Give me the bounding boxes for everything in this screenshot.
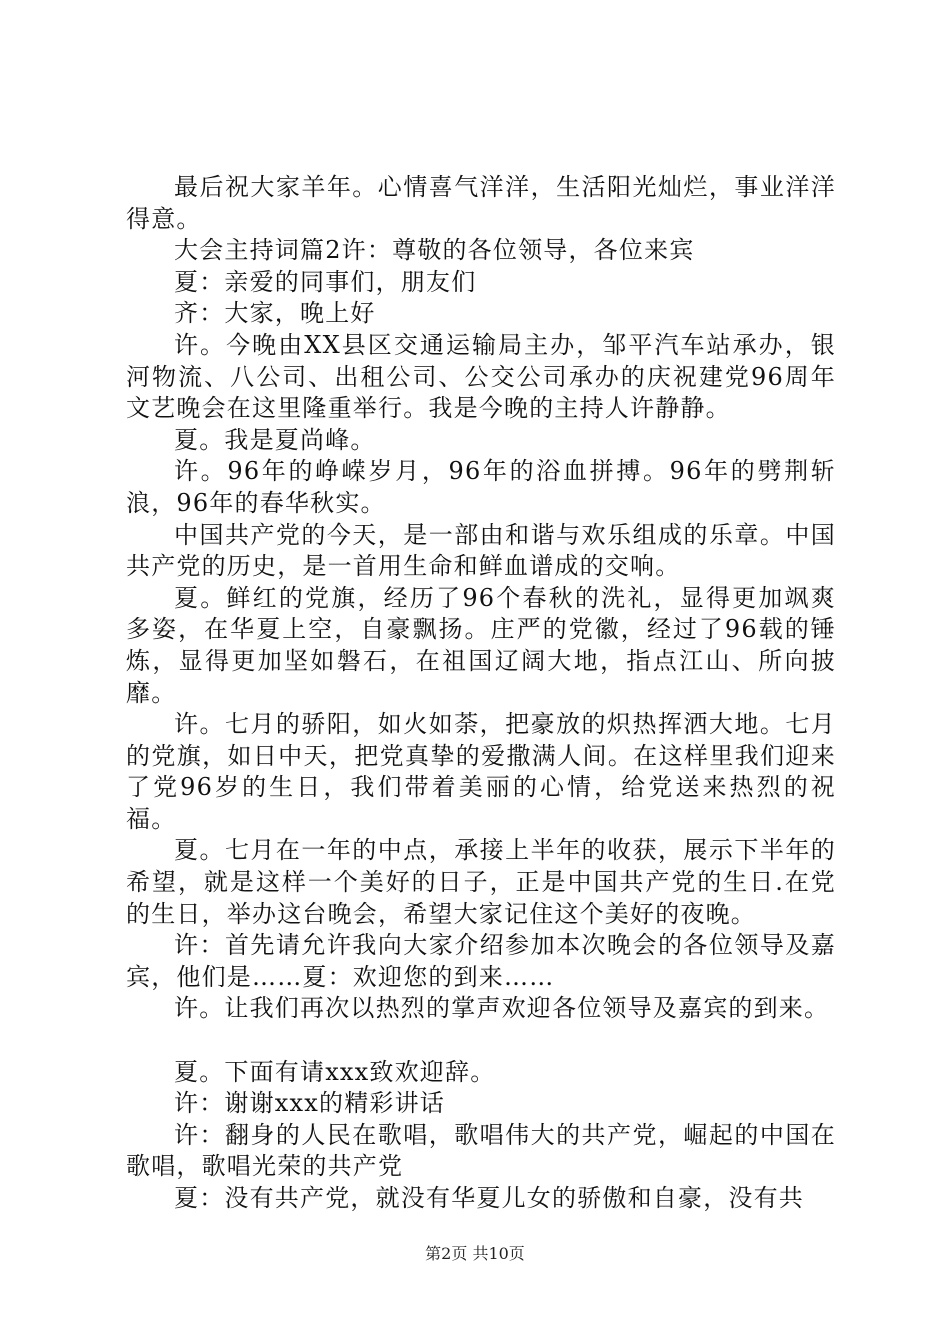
paragraph-host-xia-intro: 夏。我是夏尚峰。 <box>174 425 376 454</box>
document-body <box>126 172 836 1215</box>
paragraph-guests-intro: 许：首先请允许我向大家介绍参加本次晚会的各位领导及嘉宾，他们是……夏：欢迎您的到来…… <box>126 931 836 991</box>
paragraph-july-midpoint: 夏。七月在一年的中点，承接上半年的收获，展示下半年的希望，就是这样一个美好的日子，正是中国共产党的生日.在党的生日，举办这台晚会，希望大家记住这个美好的夜晚。 <box>126 836 836 928</box>
paragraph-party-flag: 夏。鲜红的党旗，经历了96个春秋的洗礼，显得更加飒爽多姿，在华夏上空，自豪飘扬。庄严的党徽，经过了96载的锤炼，显得更加坚如磐石，在祖国辽阔大地，指点江山、所向披靡。 <box>126 583 836 707</box>
paragraph-july-sun: 许。七月的骄阳，如火如荼，把豪放的炽热挥洒大地。七月的党旗，如日中天，把党真挚的爱撒满人间。在这样里我们迎来了党96岁的生日，我们带着美丽的心情，给党送来热烈的祝福。 <box>126 710 836 833</box>
paragraph-thanks: 许：谢谢xxx的精彩讲话 <box>174 1089 446 1118</box>
paragraph-96-years: 许。96年的峥嵘岁月，96年的浴血拼搏。96年的劈荆斩浪，96年的春华秋实。 <box>126 457 836 517</box>
paragraph-opening-xia: 夏：亲爱的同事们，朋友们 <box>174 267 477 296</box>
paragraph-event-intro: 许。今晚由XX县区交通运输局主办，邹平汽车站承办，银河物流、八公司、出租公司、公交公司承办的庆祝建党96周年文艺晚会在这里隆重举行。我是今晚的主持人许静静。 <box>126 330 836 423</box>
paragraph-party-today: 中国共产党的今天，是一部由和谐与欢乐组成的乐章。中国共产党的历史，是一首用生命和鲜血谱成的交响。 <box>126 520 836 581</box>
paragraph-welcome-speech: 夏。下面有请xxx致欢迎辞。 <box>174 1057 496 1086</box>
paragraph-closing-wish: 最后祝大家羊年。心情喜气洋洋，生活阳光灿烂，事业洋洋得意。 <box>126 173 836 233</box>
paragraph-applause: 许。让我们再次以热烈的掌声欢迎各位领导及嘉宾的到来。 <box>174 994 830 1023</box>
page-footer <box>0 1244 950 1264</box>
paragraph-opening-together: 齐：大家，晚上好 <box>174 299 376 328</box>
paragraph-no-party: 夏：没有共产党，就没有华夏儿女的骄傲和自豪，没有共 <box>174 1184 804 1212</box>
page-number: 第2页 共10页 <box>425 1244 525 1263</box>
paragraph-opening-xu: 大会主持词篇2许：尊敬的各位领导，各位来宾 <box>174 236 695 265</box>
paragraph-singing: 许：翻身的人民在歌唱，歌唱伟大的共产党，崛起的中国在歌唱，歌唱光荣的共产党 <box>126 1120 836 1181</box>
